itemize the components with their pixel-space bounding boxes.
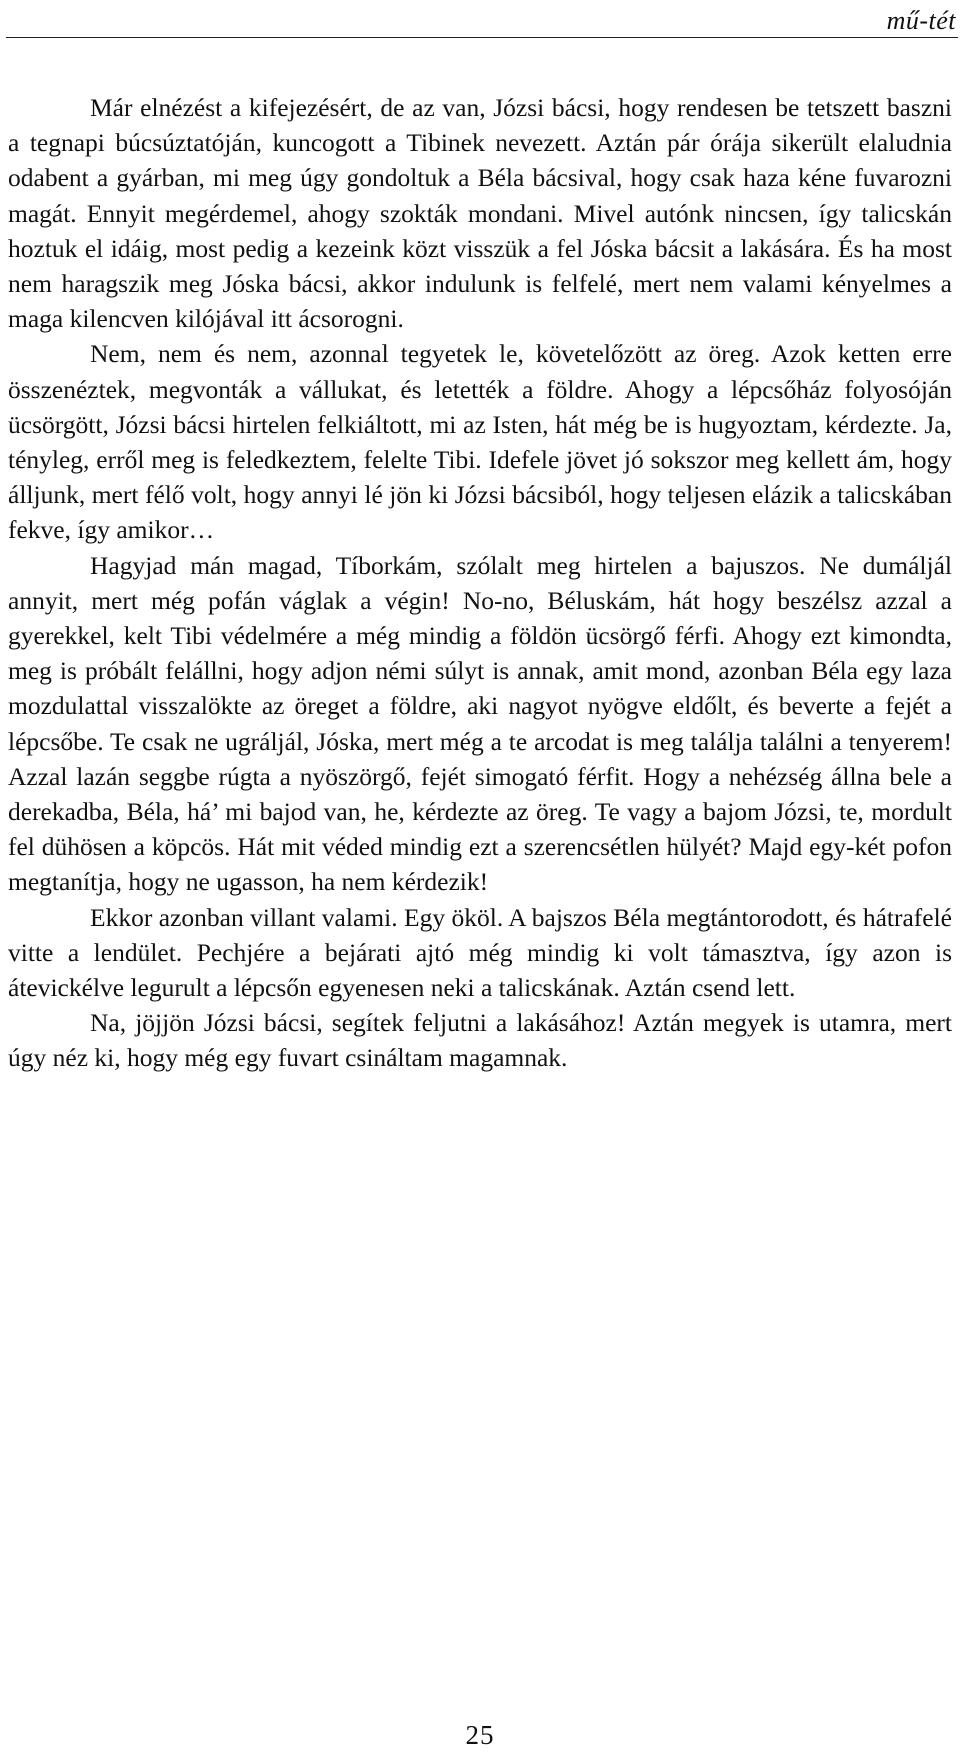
paragraph: Nem, nem és nem, azonnal tegyetek le, követelőzött az öreg. Azok ketten erre összenéztek, megvonták a vállukat, és letették a földre. Ahogy a lépcsőház folyosóján ücsörgött, Józsi bácsi hirtelen felkiáltott, mi az Isten, hát még be is hugyoztam, kérdezte. Ja, tényleg, erről meg is feledkeztem, felelte Tibi. Idefele jövet jó sokszor meg kellett ám, hogy álljunk, mert félő volt, hogy annyi lé jön ki Józsi bácsiból, hogy teljesen elázik a talicskában fekve, így amikor… xyxy=(8,339,952,545)
header-rule xyxy=(6,37,958,38)
running-title: mű-tét xyxy=(886,6,956,35)
body-text xyxy=(8,90,952,1076)
paragraph: Már elnézést a kifejezésért, de az van, Józsi bácsi, hogy rendesen be tetszett baszni a tegnapi búcsúztatóján, kuncogott a Tibinek nevezett. Aztán pár órája sikerült elaludnia odabent a gyárban, mi meg úgy gondoltuk a Béla bácsival, hogy csak haza kéne fuvarozni magát. Ennyit megérdemel, ahogy szokták mondani. Mivel autónk nincsen, így talicskán hoztuk el idáig, most pedig a kezeink közt visszük a fel Jóska bácsit a lakására. És ha most nem haragszik meg Jóska bácsi, akkor indulunk is felfelé, mert nem valami kényelmes a maga kilencven kilójával itt ácsorogni. xyxy=(8,93,952,334)
paragraph: Hagyjad mán magad, Tíborkám, szólalt meg hirtelen a bajuszos. Ne dumáljál annyit, mert még pofán váglak a végin! No-no, Béluskám, hát hogy beszélsz azzal a gyerekkel, kelt Tibi védelmére a még mindig a földön ücsörgő férfi. Ahogy ezt kimondta, meg is próbált felállni, hogy adjon némi súlyt is annak, amit mond, azonban Béla egy laza mozdulattal visszalökte az öreget a földre, aki nagyot nyögve eldőlt, és beverte a fejét a lépcsőbe. Te csak ne ugráljál, Jóska, mert még a te arcodat is meg találja találni a tenyerem! Azzal lazán seggbe rúgta a nyöszörgő, fejét simogató férfit. Hogy a nehézség állna bele a derekadba, Béla, há’ mi bajod van, he, kérdezte az öreg. Te vagy a bajom Józsi, te, mordult fel dühösen a köpcös. Hát mit véded mindig ezt a szerencsétlen hülyét? Majd egy-két pofon megtanítja, hogy ne ugasson, ha nem kérdezik! xyxy=(8,550,952,897)
page-number: 25 xyxy=(465,1720,495,1750)
paragraph: Na, jöjjön Józsi bácsi, segítek feljutni a lakásához! Aztán megyek is utamra, mert úgy néz ki, hogy még egy fuvart csináltam magamnak. xyxy=(8,1008,952,1073)
paragraph: Ekkor azonban villant valami. Egy ököl. A bajszos Béla megtántorodott, és hátrafelé vitte a lendület. Pechjére a bejárati ajtó még mindig ki volt támasztva, így azon is átevickélve legurult a lépcsőn egyenesen neki a talicskának. Aztán csend lett. xyxy=(8,902,952,1003)
